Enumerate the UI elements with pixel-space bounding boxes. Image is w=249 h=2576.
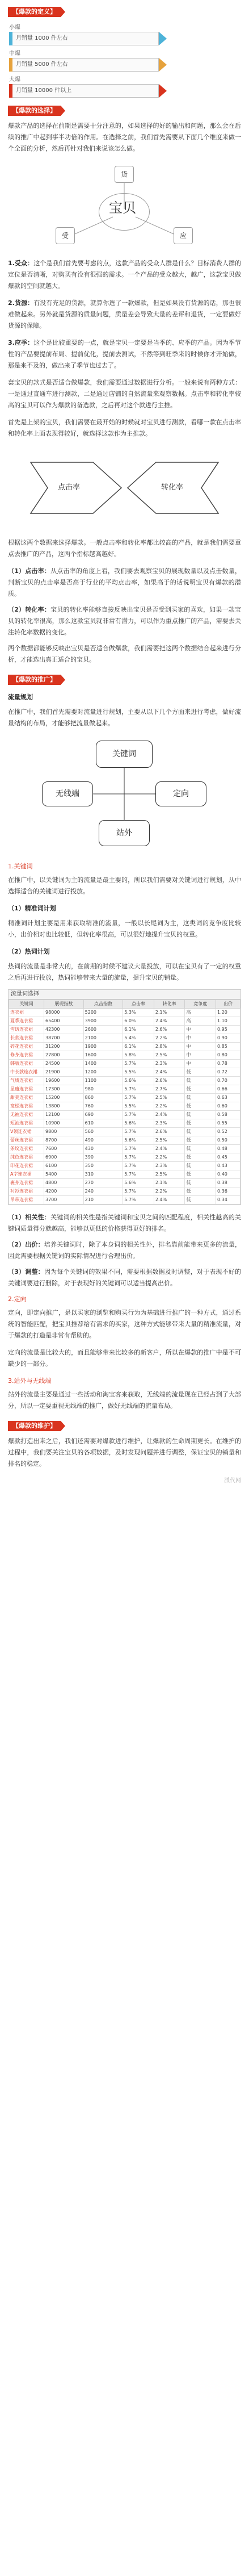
table-header-row xyxy=(9,1000,240,1009)
arrows-graphic xyxy=(8,445,241,530)
table-cell: 270 xyxy=(83,1179,123,1187)
table-cell: 5.5% xyxy=(123,1102,154,1111)
keyword-cell: 碎花连衣裙 xyxy=(9,1043,44,1051)
table-cell: 2.5% xyxy=(154,1051,185,1060)
section-header-promotion: 【爆款的推广】 xyxy=(8,675,61,685)
table-cell: 1600 xyxy=(83,1051,123,1060)
metric-item xyxy=(8,604,241,638)
table-cell: 5.7% xyxy=(123,1060,154,1068)
table-cell: 27800 xyxy=(44,1051,84,1060)
product-factor-diagram xyxy=(8,160,241,251)
keyword-heading: 1.关键词 xyxy=(8,863,33,870)
table-cell: 42300 xyxy=(44,1026,84,1034)
table-cell: 5.7% xyxy=(123,1128,154,1136)
table-header-cell: 点击率 xyxy=(123,1000,154,1009)
node-right: 应 xyxy=(174,227,193,244)
section-header-definition: 【爆款的定义】 xyxy=(8,7,61,17)
tip-lead: （2）出价： xyxy=(8,1241,44,1248)
table-cell: 1.10 xyxy=(216,1017,240,1026)
node-targeting: 定向 xyxy=(155,781,206,806)
table-cell: 高 xyxy=(185,1017,216,1026)
precise-plan-heading: （1）精准词计划 xyxy=(8,905,56,912)
table-header-cell: 竞争度 xyxy=(185,1000,216,1009)
table-cell: 5.3% xyxy=(123,1009,154,1017)
metric-item xyxy=(8,566,241,600)
table-cell: 低 xyxy=(185,1145,216,1153)
table-cell: 中 xyxy=(185,1026,216,1034)
table-row xyxy=(9,1060,240,1068)
table-cell: 310 xyxy=(83,1170,123,1179)
bar-arrow-icon xyxy=(159,32,167,45)
table-row xyxy=(9,1179,240,1187)
keyword-cell: 夏季连衣裙 xyxy=(9,1017,44,1026)
bar-text: 月销量 1000 件左右 xyxy=(12,32,159,45)
keyword-cell: 吊带连衣裙 xyxy=(9,1196,44,1205)
metrics-arrows-diagram xyxy=(8,445,241,530)
node-mobile: 无线端 xyxy=(42,781,93,806)
table-row xyxy=(9,1187,240,1196)
table-row xyxy=(9,1153,240,1162)
keyword-cell: 修身连衣裙 xyxy=(9,1051,44,1060)
table-cell: 0.66 xyxy=(216,1085,240,1094)
table-header-cell: 展现指数 xyxy=(44,1000,84,1009)
table-cell: 5.7% xyxy=(123,1153,154,1162)
table-cell: 5.7% xyxy=(123,1196,154,1205)
keyword-cell: 裹身连衣裙 xyxy=(9,1179,44,1187)
traffic-intro: 在推广中，我们首先需要对流量进行规划，主要从以下几个方面来进行考虑，做好流量结构的布局，才能够把流量做起来。 xyxy=(8,708,241,727)
table-row xyxy=(9,1102,240,1111)
keyword-cell: 无袖连衣裙 xyxy=(9,1111,44,1119)
table-cell: 2.1% xyxy=(154,1179,185,1187)
keyword-tip xyxy=(8,1266,241,1289)
selection-summary: 两个数据都能够反映出宝贝是否适合做爆款，我们需要把这两个数据结合起来进行分析，才能选出真正适合的宝贝。 xyxy=(8,645,241,663)
table-cell: 2.8% xyxy=(154,1043,185,1051)
table-cell: 17300 xyxy=(44,1085,84,1094)
traffic-plan-heading: 流量规划 xyxy=(8,693,33,701)
table-cell: 31200 xyxy=(44,1043,84,1051)
table-cell: 760 xyxy=(83,1102,123,1111)
table-row xyxy=(9,1162,240,1170)
table-row xyxy=(9,1051,240,1060)
table-row xyxy=(9,1085,240,1094)
center-label: 宝贝 xyxy=(109,200,136,216)
keyword-cell: A字连衣裙 xyxy=(9,1170,44,1179)
hot-plan-paragraph: 热词的流量是非常大的，在前期的时候不建议大量投放，可以在宝贝有了一定的权重之后再进行投放，热词能够带来大量的流量，提升宝贝的销量。 xyxy=(8,963,241,981)
table-cell: 0.38 xyxy=(216,1179,240,1187)
table-cell: 5.8% xyxy=(123,1051,154,1060)
table-cell: 980 xyxy=(83,1085,123,1094)
table-cell: 2.5% xyxy=(154,1170,185,1179)
table-cell: 210 xyxy=(83,1196,123,1205)
table-cell: 3700 xyxy=(44,1196,84,1205)
bar-big-hit xyxy=(9,76,174,98)
table-cell: 15200 xyxy=(44,1094,84,1102)
table-cell: 0.50 xyxy=(216,1136,240,1145)
table-row xyxy=(9,1026,240,1034)
table-cell: 0.63 xyxy=(216,1094,240,1102)
keyword-cell: 长款连衣裙 xyxy=(9,1034,44,1043)
table-cell: 98000 xyxy=(44,1009,84,1017)
table-header-cell: 转化率 xyxy=(154,1000,185,1009)
table-cell: 0.70 xyxy=(216,1077,240,1085)
table-cell: 0.85 xyxy=(216,1043,240,1051)
table-cell: 低 xyxy=(185,1077,216,1085)
table-cell: 38700 xyxy=(44,1034,84,1043)
table-cell: 2.5% xyxy=(154,1094,185,1102)
table-cell: 24500 xyxy=(44,1060,84,1068)
table-cell: 低 xyxy=(185,1119,216,1128)
table-cell: 低 xyxy=(185,1128,216,1136)
table-cell: 低 xyxy=(185,1085,216,1094)
table-cell: 1.20 xyxy=(216,1009,240,1017)
bar-tag: 小爆 xyxy=(9,24,20,31)
table-cell: 2.4% xyxy=(154,1145,185,1153)
selection-paragraph: 首先是上架的宝贝，我们需要在最开始的时候就对宝贝进行测款，看哪一款在点击率和转化率上面表现得较好，就选择这款作为主推款。 xyxy=(8,419,241,437)
table-cell: 0.43 xyxy=(216,1162,240,1170)
keyword-cell: 连衣裙 xyxy=(9,1009,44,1017)
bar-arrow-icon xyxy=(159,58,167,72)
table-cell: 低 xyxy=(185,1170,216,1179)
node-left: 受 xyxy=(56,227,75,244)
metric-lead: （2）转化率： xyxy=(8,606,51,613)
table-cell: 0.55 xyxy=(216,1119,240,1128)
table-cell: 0.52 xyxy=(216,1128,240,1136)
node-offsite: 站外 xyxy=(99,820,150,846)
table-cell: 1200 xyxy=(83,1068,123,1077)
factor-lead: 2.货源： xyxy=(8,299,34,307)
table-cell: 0.60 xyxy=(216,1102,240,1111)
table-cell: 2.7% xyxy=(154,1085,185,1094)
table-cell: 2.5% xyxy=(154,1136,185,1145)
table-cell: 5.6% xyxy=(123,1136,154,1145)
tip-text: 因为每个关键词的效果不同，需要根据数据及时调整，对于表现不好的关键词要进行删除，对于表现好的关键词可以适当提高出价。 xyxy=(8,1268,242,1287)
table-row xyxy=(9,1145,240,1153)
table-body xyxy=(9,1009,240,1205)
table-cell: 610 xyxy=(83,1119,123,1128)
factor-lead: 3.应季： xyxy=(8,339,34,346)
table-cell: 低 xyxy=(185,1094,216,1102)
table-cell: 0.48 xyxy=(216,1145,240,1153)
table-cell: 低 xyxy=(185,1187,216,1196)
table-row xyxy=(9,1068,240,1077)
table-cell: 0.40 xyxy=(216,1170,240,1179)
table-cell: 5.7% xyxy=(123,1085,154,1094)
targeting-heading: 2.定向 xyxy=(8,1295,27,1303)
maintenance-paragraph: 爆款打造出来之后，我们还需要对爆款进行维护，让爆款的生命周期更长。在维护的过程中，我们要关注宝贝的各项数据，及时发现问题并进行调整，保证宝贝的销量和排名的稳定。 xyxy=(8,1437,241,1467)
table-cell: 低 xyxy=(185,1102,216,1111)
table-cell: 中 xyxy=(185,1034,216,1043)
section-header-maintenance: 【爆款的维护】 xyxy=(8,1421,61,1431)
table-cell: 6.0% xyxy=(123,1017,154,1026)
keyword-cell: 中长款连衣裙 xyxy=(9,1068,44,1077)
tip-text: 培养关键词时，除了本身词的相关性外，排名靠前能带来更多的流量，因此需要根据关键词的实际情况进行合理出价。 xyxy=(8,1241,242,1260)
table-cell: 低 xyxy=(185,1136,216,1145)
table-cell: 2600 xyxy=(83,1026,123,1034)
metric-text: 宝贝的转化率能够直接反映出宝贝是否受到买家的喜欢，如果一款宝贝的转化率很高，那么这款宝贝就非常有潜力，可以作为重点推广的产品，需要去关注转化率数据的变化。 xyxy=(8,606,242,636)
table-cell: 2.4% xyxy=(154,1017,185,1026)
keyword-cell: V领连衣裙 xyxy=(9,1128,44,1136)
table-row xyxy=(9,1009,240,1017)
table-cell: 5.7% xyxy=(123,1187,154,1196)
keyword-cell: 韩版连衣裙 xyxy=(9,1060,44,1068)
table-cell: 5.4% xyxy=(123,1034,154,1043)
table-cell: 2.1% xyxy=(154,1009,185,1017)
tip-lead: （3）调整： xyxy=(8,1268,44,1276)
bar-medium-hit xyxy=(9,50,174,72)
table-cell: 5.5% xyxy=(123,1068,154,1077)
table-cell: 2.4% xyxy=(154,1068,185,1077)
table-cell: 2.4% xyxy=(154,1196,185,1205)
factor-text: 这个是比较重要的一点，就是宝贝一定要是当季的、应季的产品。因为季节性的产品要提前布局、提前优化，提前去测试，不然等到旺季来的时候你才开始做，那是来不及的，做出来了季节也过去了。 xyxy=(8,339,241,369)
table-cell: 0.95 xyxy=(216,1026,240,1034)
offsite-heading: 3.站外与无线端 xyxy=(8,1377,52,1385)
table-cell: 1100 xyxy=(83,1077,123,1085)
precise-plan-paragraph: 精准词计划主要是用来获取精准的流量，一般以长尾词为主，这类词的竞争度比较小，出价相对也比较低，但转化率很高，可以很好地提升宝贝的权重。 xyxy=(8,919,241,938)
table-header-cell: 出价 xyxy=(216,1000,240,1009)
table-row xyxy=(9,1043,240,1051)
table-cell: 6.1% xyxy=(123,1026,154,1034)
table-cell: 10900 xyxy=(44,1119,84,1128)
table-cell: 350 xyxy=(83,1162,123,1170)
table-cell: 0.34 xyxy=(216,1196,240,1205)
table-cell: 7600 xyxy=(44,1145,84,1153)
keyword-cell: 显瘦连衣裙 xyxy=(9,1085,44,1094)
table-row xyxy=(9,1094,240,1102)
keyword-cell: 宽松连衣裙 xyxy=(9,1102,44,1111)
table-cell: 中 xyxy=(185,1051,216,1060)
traffic-structure-diagram xyxy=(8,735,241,854)
table-cell: 2.3% xyxy=(154,1060,185,1068)
table-cell: 2.2% xyxy=(154,1187,185,1196)
keyword-cell: 条纹连衣裙 xyxy=(9,1145,44,1153)
table-cell: 高 xyxy=(185,1009,216,1017)
selection-intro: 爆款产品的选择在前期是需要十分注意的，如果选择的好的输出和问题，那么会在后续的推广中起到事半功倍的作用。在选择之前，我们首先需要从下面几个维度来做一个全面的分析，然后再针对我们来说该怎么做。 xyxy=(8,122,241,152)
table-cell: 0.80 xyxy=(216,1051,240,1060)
factor-paragraph xyxy=(8,298,241,332)
table-cell: 低 xyxy=(185,1196,216,1205)
bar-tag: 大爆 xyxy=(9,77,20,83)
factor-paragraph xyxy=(8,258,241,292)
table-cell: 690 xyxy=(83,1111,123,1119)
table-cell: 2.6% xyxy=(154,1128,185,1136)
table-cell: 4800 xyxy=(44,1179,84,1187)
table-cell: 低 xyxy=(185,1162,216,1170)
table-cell: 8700 xyxy=(44,1136,84,1145)
keyword-table-title: 流量词选择 xyxy=(9,990,240,1000)
targeting-paragraph: 定向的流量是比较大的，而且能够带来比较多的新客户，所以在爆款的推广中是不可缺少的一部分。 xyxy=(8,1349,241,1368)
offsite-paragraph: 站外的流量主要是通过一些活动和淘宝客来获取，无线端的流量现在已经占到了大部分，所以一定要重视无线端的推广，做好无线端的流量布局。 xyxy=(8,1391,241,1410)
table-cell: 6100 xyxy=(44,1162,84,1170)
factor-text: 这个是我们首先要考虑的点，这款产品的受众人群是什么？目标消费人群的定位是否清晰，对购买有没有很强的需求。一个产品的受众越大，越广，这款宝贝做爆款的空间就越大。 xyxy=(8,260,241,290)
keyword-cell: 气质连衣裙 xyxy=(9,1077,44,1085)
table-row xyxy=(9,1170,240,1179)
table-cell: 12100 xyxy=(44,1111,84,1119)
keyword-data-table xyxy=(9,1000,240,1205)
table-cell: 5.6% xyxy=(123,1077,154,1085)
table-cell: 3900 xyxy=(83,1017,123,1026)
bar-text: 月销量 10000 件以上 xyxy=(12,84,159,98)
table-cell: 430 xyxy=(83,1145,123,1153)
table-cell: 390 xyxy=(83,1153,123,1162)
keyword-cell: 雪纺连衣裙 xyxy=(9,1026,44,1034)
table-header-cell: 关键词 xyxy=(9,1000,44,1009)
bar-list xyxy=(8,24,241,98)
table-cell: 560 xyxy=(83,1128,123,1136)
table-header-cell: 点击指数 xyxy=(83,1000,123,1009)
table-row xyxy=(9,1111,240,1119)
table-cell: 2.4% xyxy=(154,1111,185,1119)
table-cell: 65400 xyxy=(44,1017,84,1026)
table-cell: 5.7% xyxy=(123,1170,154,1179)
selection-paragraph: 套宝贝的款式是否适合做爆款，我们需要通过数据进行分析。一般来说有两种方式：一是通过直通车进行测款，二是通过店铺的自然流量来观察数据。点击率和转化率较高的宝贝可以作为爆款的备选款，之后再对这个款进行主推。 xyxy=(8,379,241,409)
factor-paragraph xyxy=(8,337,241,371)
table-cell: 5400 xyxy=(44,1170,84,1179)
table-row xyxy=(9,1128,240,1136)
table-cell: 240 xyxy=(83,1187,123,1196)
section-header-selection: 【爆款的选择】 xyxy=(8,106,61,116)
table-cell: 13800 xyxy=(44,1102,84,1111)
table-row xyxy=(9,1136,240,1145)
table-cell: 中 xyxy=(185,1043,216,1051)
bar-arrow-icon xyxy=(159,84,167,98)
table-cell: 5.7% xyxy=(123,1162,154,1170)
tip-lead: （1）相关性： xyxy=(8,1214,51,1221)
tip-text: 关键词的相关性是指关键词和宝贝之间的匹配程度，相关性越高的关键词质量得分就越高，能够以更低的价格获得更好的排名。 xyxy=(8,1214,242,1232)
bar-text: 月销量 5000 件左右 xyxy=(12,58,159,72)
keyword-paragraph: 在推广中，以关键词为主的流量是最主要的，所以我们需要对关键词进行规划，从中选择适合的关键词进行投放。 xyxy=(8,876,241,895)
table-row xyxy=(9,1196,240,1205)
hot-plan-heading: （2）热词计划 xyxy=(8,948,50,955)
keyword-cell: 纯色连衣裙 xyxy=(9,1153,44,1162)
table-cell: 2.2% xyxy=(154,1034,185,1043)
table-cell: 0.72 xyxy=(216,1068,240,1077)
keyword-tip xyxy=(8,1239,241,1262)
table-cell: 2.6% xyxy=(154,1077,185,1085)
table-cell: 6.1% xyxy=(123,1043,154,1051)
keyword-tip xyxy=(8,1212,241,1235)
click-rate-label: 点击率 xyxy=(58,483,81,492)
keyword-cell: 印花连衣裙 xyxy=(9,1162,44,1170)
table-cell: 860 xyxy=(83,1094,123,1102)
metric-text: 从点击率的角度上看，我们要去观察宝贝的展现数量以及点击数量，判断宝贝的点击率是否高于行业的平均点击率，如果高于的话说明宝贝有爆款的潜质。 xyxy=(8,567,242,597)
node-top: 货 xyxy=(115,166,134,183)
table-cell: 5.7% xyxy=(123,1111,154,1119)
table-cell: 2.2% xyxy=(154,1102,185,1111)
bar-tag: 中爆 xyxy=(9,51,20,57)
keyword-cell: 蕾丝连衣裙 xyxy=(9,1136,44,1145)
table-cell: 2.3% xyxy=(154,1119,185,1128)
table-cell: 0.90 xyxy=(216,1034,240,1043)
table-cell: 低 xyxy=(185,1179,216,1187)
table-cell: 1900 xyxy=(83,1043,123,1051)
table-cell: 19600 xyxy=(44,1077,84,1085)
table-cell: 2100 xyxy=(83,1034,123,1043)
factor-text: 有没有充足的货源，就算你选了一款爆款，但是如果没有货源的话，那也很难做起来。另外就是货源的质量问题，质量差会导致大量的差评和退货，一定要做好货源的保障。 xyxy=(8,299,241,329)
table-cell: 2.3% xyxy=(154,1162,185,1170)
metrics-paragraph: 根据这两个数据来选择爆款。一般点击率和转化率都比较高的产品，就是我们需要重点去推广的产品，这两个指标越高越好。 xyxy=(8,539,241,558)
table-cell: 21900 xyxy=(44,1068,84,1077)
site-watermark-logo: 派代网 xyxy=(224,1478,241,1484)
table-cell: 低 xyxy=(185,1153,216,1162)
table-cell: 5.7% xyxy=(123,1094,154,1102)
table-cell: 490 xyxy=(83,1136,123,1145)
metric-lead: （1）点击率： xyxy=(8,567,51,575)
keyword-cell: 甜美连衣裙 xyxy=(9,1094,44,1102)
table-cell: 低 xyxy=(185,1111,216,1119)
table-cell: 0.36 xyxy=(216,1187,240,1196)
keyword-table xyxy=(8,989,241,1205)
table-cell: 5.7% xyxy=(123,1145,154,1153)
table-cell: 0.45 xyxy=(216,1153,240,1162)
table-cell: 5.6% xyxy=(123,1179,154,1187)
table-row xyxy=(9,1119,240,1128)
table-cell: 6900 xyxy=(44,1153,84,1162)
keyword-cell: 衬衫连衣裙 xyxy=(9,1187,44,1196)
table-row xyxy=(9,1017,240,1026)
table-cell: 2.6% xyxy=(154,1026,185,1034)
factor-lead: 1.受众： xyxy=(8,260,34,267)
table-cell: 0.78 xyxy=(216,1060,240,1068)
table-cell: 0.58 xyxy=(216,1111,240,1119)
table-cell: 2.2% xyxy=(154,1153,185,1162)
node-keyword: 关键词 xyxy=(96,741,153,768)
targeting-paragraph: 定向，即定向推广，是以买家的浏览和购买行为为基础进行推广的一种方式，通过系统的智能匹配，把宝贝推荐给有需求的买家，这种方式能够带来大量的精准流量，对于爆款的打造是非常有帮助的。 xyxy=(8,1309,241,1339)
conversion-rate-label: 转化率 xyxy=(161,483,184,492)
table-cell: 9800 xyxy=(44,1128,84,1136)
table-cell: 5.6% xyxy=(123,1119,154,1128)
table-cell: 1400 xyxy=(83,1060,123,1068)
table-cell: 4200 xyxy=(44,1187,84,1196)
keyword-cell: 短袖连衣裙 xyxy=(9,1119,44,1128)
table-cell: 5200 xyxy=(83,1009,123,1017)
table-cell: 中 xyxy=(185,1060,216,1068)
bar-small-hit xyxy=(9,24,174,45)
table-cell: 低 xyxy=(185,1068,216,1077)
table-row xyxy=(9,1077,240,1085)
table-row xyxy=(9,1034,240,1043)
